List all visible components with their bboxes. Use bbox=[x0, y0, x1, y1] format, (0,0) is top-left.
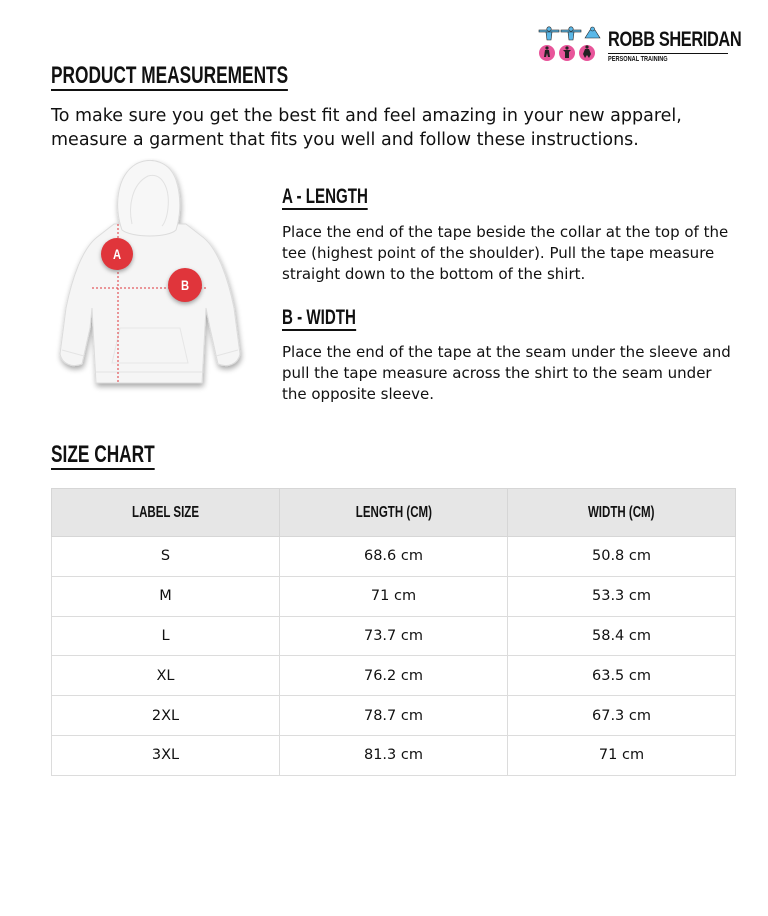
brand-divider bbox=[608, 53, 728, 54]
length-cell: 81.3 cm bbox=[279, 735, 507, 775]
width-cell: 63.5 cm bbox=[508, 656, 736, 696]
width-cell: 58.4 cm bbox=[508, 616, 736, 656]
size-chart-table bbox=[51, 488, 736, 776]
header-length: LENGTH (CM) bbox=[279, 489, 507, 537]
hoodie-icon bbox=[60, 161, 240, 383]
header-width: WIDTH (CM) bbox=[508, 489, 736, 537]
table-row bbox=[52, 735, 736, 775]
size-cell: 2XL bbox=[52, 696, 280, 736]
marker-b-label: B bbox=[180, 277, 190, 293]
size-chart-title: SIZE CHART bbox=[51, 441, 155, 468]
width-section-text: Place the end of the tape at the seam under the sleeve and pull the tape measure across the shirt to the seam under the opposite sleeve. bbox=[282, 343, 731, 403]
marker-a-label: A bbox=[112, 246, 122, 262]
size-cell: XL bbox=[52, 656, 280, 696]
width-cell: 50.8 cm bbox=[508, 537, 736, 577]
size-cell: S bbox=[52, 537, 280, 577]
marker-b bbox=[168, 268, 202, 302]
fitness-figures-icon bbox=[538, 26, 606, 64]
width-cell: 71 cm bbox=[508, 735, 736, 775]
width-cell: 53.3 cm bbox=[508, 576, 736, 616]
table-row bbox=[52, 656, 736, 696]
table-row bbox=[52, 576, 736, 616]
size-cell: M bbox=[52, 576, 280, 616]
intro-text: To make sure you get the best fit and feel amazing in your new apparel, measure a garment that fits you well and follow these instructions. bbox=[51, 106, 682, 150]
brand-name: ROBB SHERIDAN bbox=[608, 28, 742, 51]
brand-subtitle: PERSONAL TRAINING bbox=[608, 56, 668, 63]
size-cell: 3XL bbox=[52, 735, 280, 775]
marker-a bbox=[101, 238, 133, 270]
page-title: PRODUCT MEASUREMENTS bbox=[51, 62, 289, 89]
length-section-title: A - LENGTH bbox=[282, 185, 368, 208]
length-section-text: Place the end of the tape beside the collar at the top of the tee (highest point of the shoulder). Pull the tape measure straight down to the bottom of the shirt. bbox=[282, 223, 729, 283]
length-cell: 73.7 cm bbox=[279, 616, 507, 656]
width-section-title: B - WIDTH bbox=[282, 306, 356, 329]
width-cell: 67.3 cm bbox=[508, 696, 736, 736]
table-row bbox=[52, 616, 736, 656]
header-label-size: LABEL SIZE bbox=[52, 489, 280, 537]
length-cell: 76.2 cm bbox=[279, 656, 507, 696]
size-cell: L bbox=[52, 616, 280, 656]
table-row bbox=[52, 537, 736, 577]
table-header-row bbox=[52, 489, 736, 537]
hoodie-diagram bbox=[52, 158, 248, 394]
length-cell: 71 cm bbox=[279, 576, 507, 616]
table-row bbox=[52, 696, 736, 736]
brand-logo bbox=[538, 26, 742, 66]
length-cell: 68.6 cm bbox=[279, 537, 507, 577]
length-cell: 78.7 cm bbox=[279, 696, 507, 736]
